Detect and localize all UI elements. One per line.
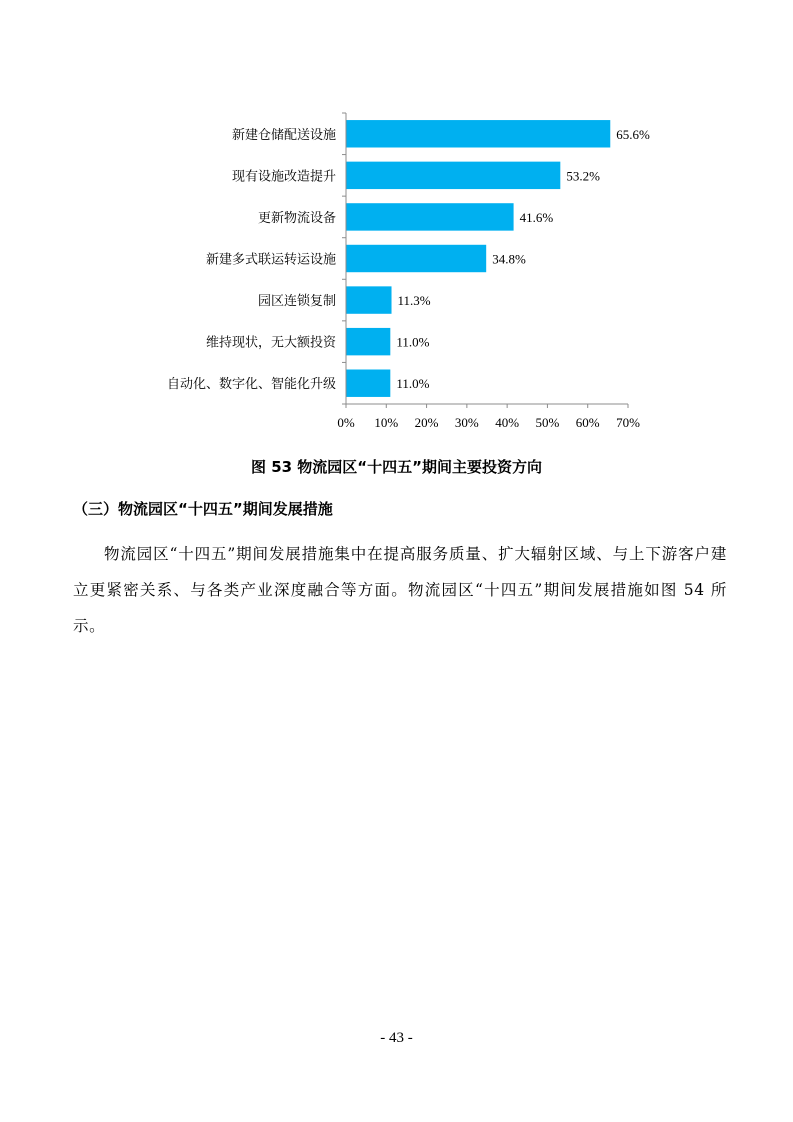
x-tick-label: 70%: [616, 415, 640, 430]
bar-chart: [0, 95, 793, 440]
category-label: 现有设施改造提升: [231, 169, 336, 185]
section-heading: （三）物流园区“十四五”期间发展措施: [73, 500, 333, 518]
bar: [346, 120, 610, 147]
data-label: 65.6%: [616, 126, 650, 142]
category-label: 更新物流设备: [257, 210, 336, 226]
bar: [346, 203, 514, 230]
page-number: - 43 -: [380, 1030, 413, 1046]
data-label: 53.2%: [566, 168, 600, 184]
x-tick-label: 10%: [374, 415, 399, 430]
data-label: 11.3%: [397, 293, 431, 309]
category-label: 新建多式联运转运设施: [205, 252, 336, 268]
x-tick-label: 0%: [337, 415, 355, 430]
x-tick-label: 20%: [414, 415, 439, 430]
category-label: 维持现状，无大额投资: [205, 335, 336, 351]
bar: [346, 369, 390, 396]
data-label: 34.8%: [492, 251, 526, 267]
body-paragraph: 物流园区“十四五”期间发展措施集中在提高服务质量、扩大辐射区域、与上下游客户建立更紧密关系、与各类产业深度融合等方面。物流园区“十四五”期间发展措施如图 54 所示。: [73, 545, 727, 635]
figure-caption: 图 53 物流园区“十四五”期间主要投资方向: [250, 458, 543, 476]
category-label: 自动化、数字化、智能化升级: [166, 377, 336, 393]
x-tick-label: 30%: [454, 415, 479, 430]
category-label: 园区连锁复制: [257, 294, 336, 310]
x-tick-label: 40%: [495, 415, 520, 430]
x-tick-label: 60%: [575, 415, 600, 430]
bar: [346, 328, 390, 355]
bar: [346, 162, 560, 189]
x-tick-label: 50%: [535, 415, 560, 430]
data-label: 41.6%: [519, 209, 554, 225]
category-label: 新建仓储配送设施: [231, 127, 336, 143]
bar: [346, 245, 486, 272]
data-label: 11.0%: [396, 334, 430, 350]
data-label: 11.0%: [396, 376, 430, 392]
bar: [346, 286, 392, 313]
